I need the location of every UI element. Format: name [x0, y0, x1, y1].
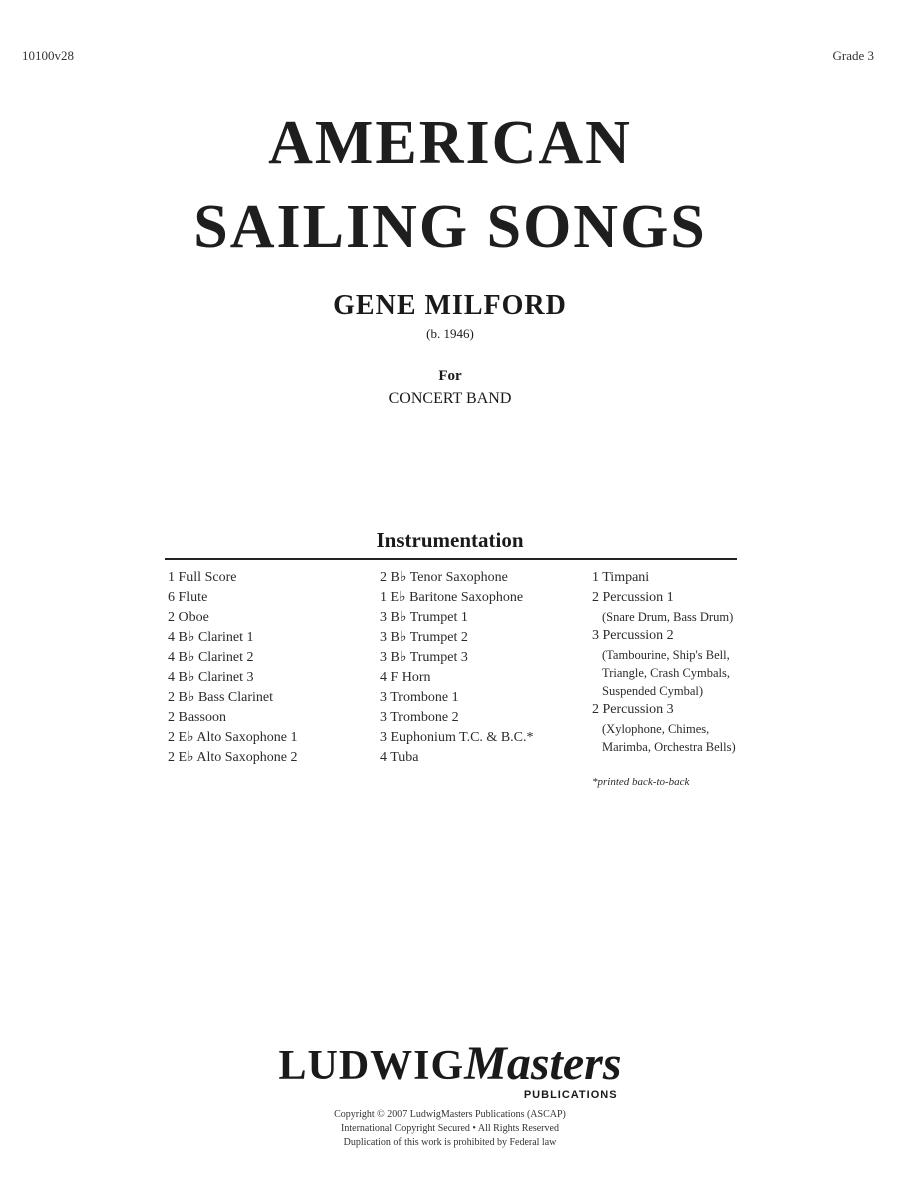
- instrument-detail: (Snare Drum, Bass Drum): [602, 610, 734, 624]
- instrument-item: 4 B♭ Clarinet 1: [168, 630, 254, 645]
- instrument-item: 2 Bassoon: [168, 710, 226, 725]
- instrument-item: 3 B♭ Trumpet 3: [380, 650, 468, 665]
- composer-dates: (b. 1946): [426, 326, 474, 341]
- instrument-item: 3 B♭ Trumpet 2: [380, 630, 468, 645]
- instrument-item: 2 B♭ Bass Clarinet: [168, 690, 273, 705]
- instrument-detail: Marimba, Orchestra Bells): [602, 740, 736, 754]
- instrument-item: 4 B♭ Clarinet 2: [168, 650, 254, 665]
- for-label: For: [438, 368, 462, 384]
- instrument-detail: Triangle, Crash Cymbals,: [602, 666, 731, 680]
- title-line-2: SAILING SONGS: [193, 193, 707, 261]
- instrument-item: 3 Trombone 1: [380, 690, 459, 705]
- instrument-item: 2 E♭ Alto Saxophone 1: [168, 730, 298, 745]
- instrument-detail: Suspended Cymbal): [602, 684, 704, 698]
- instrument-item: 3 B♭ Trumpet 1: [380, 610, 468, 625]
- instrument-column-1: [168, 568, 368, 768]
- instrument-item: 3 Euphonium T.C. & B.C.*: [380, 730, 534, 745]
- instrument-item: 2 Percussion 1: [592, 590, 674, 605]
- copyright-line: International Copyright Secured • All Rights Reserved: [341, 1123, 559, 1134]
- logo-publications-text: PUBLICATIONS: [523, 1089, 618, 1101]
- logo-ludwig-text: LUDWIG: [278, 1043, 465, 1089]
- instrument-item: 4 Tuba: [380, 750, 419, 765]
- instrument-column-2: [380, 568, 585, 768]
- printing-note: *printed back-to-back: [592, 776, 690, 788]
- instrument-item: 2 B♭ Tenor Saxophone: [380, 570, 508, 585]
- instrumentation-divider: [165, 558, 737, 560]
- instrument-item: 6 Flute: [168, 590, 208, 605]
- copyright-notice: [0, 1108, 900, 1150]
- instrumentation-heading: Instrumentation: [376, 528, 524, 552]
- instrument-detail: (Xylophone, Chimes,: [602, 722, 710, 736]
- instrument-item: 4 B♭ Clarinet 3: [168, 670, 254, 685]
- grade-level: Grade 3: [832, 48, 874, 63]
- instrument-item: 2 E♭ Alto Saxophone 2: [168, 750, 298, 765]
- instrument-item: 4 F Horn: [380, 670, 431, 685]
- logo-masters-text: Masters: [464, 1037, 622, 1090]
- instrument-item: 3 Percussion 2: [592, 628, 674, 643]
- composer-name: GENE MILFORD: [333, 290, 567, 321]
- copyright-line: Copyright © 2007 LudwigMasters Publications (ASCAP): [334, 1109, 566, 1120]
- catalog-number: 10100v28: [22, 48, 74, 63]
- copyright-line: Duplication of this work is prohibited by Federal law: [343, 1137, 557, 1148]
- title-line-1: AMERICAN: [268, 109, 632, 177]
- instrument-item: 1 Full Score: [168, 570, 237, 585]
- publisher-logo: [0, 1036, 900, 1101]
- instrument-item: 1 E♭ Baritone Saxophone: [380, 590, 524, 605]
- instrument-item: 2 Percussion 3: [592, 702, 674, 717]
- instrument-column-3: [592, 568, 762, 792]
- instrument-item: 3 Trombone 2: [380, 710, 459, 725]
- ensemble-label: CONCERT BAND: [388, 390, 512, 407]
- instrument-item: 2 Oboe: [168, 610, 209, 625]
- instrument-detail: (Tambourine, Ship's Bell,: [602, 648, 730, 662]
- instrument-item: 1 Timpani: [592, 570, 650, 585]
